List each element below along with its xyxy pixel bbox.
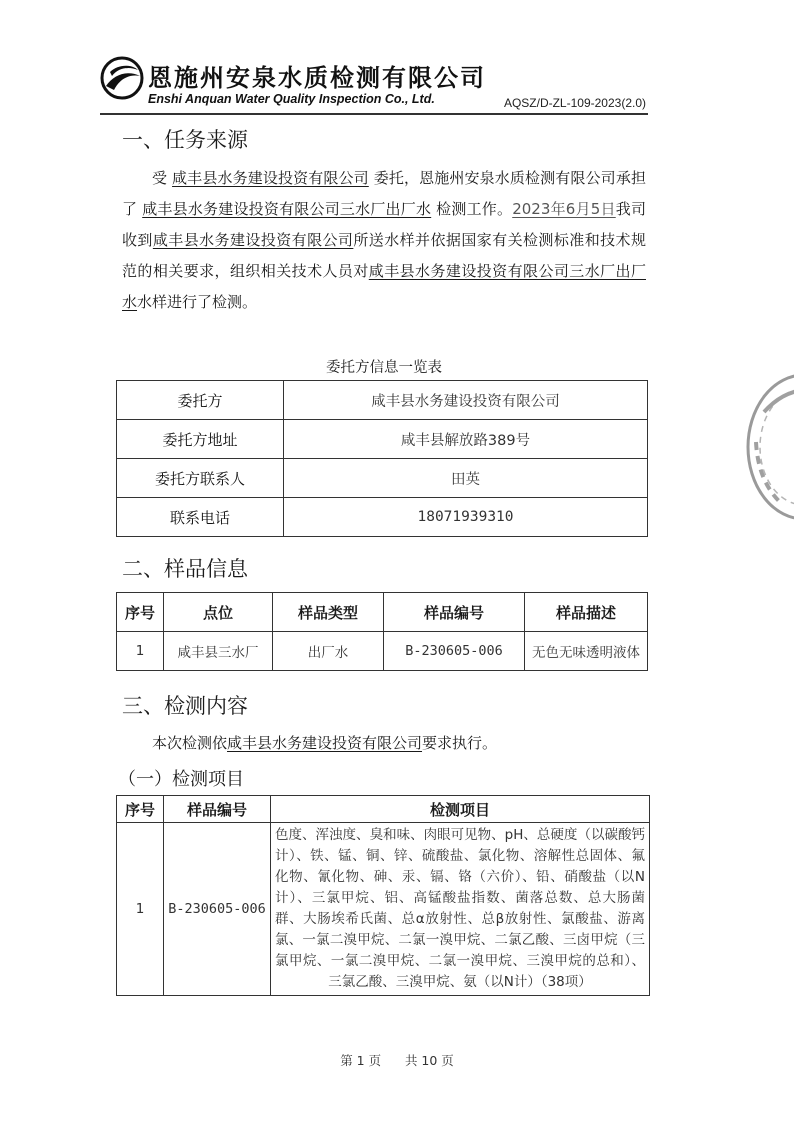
table-row: [117, 420, 648, 459]
header-rule: [100, 113, 648, 115]
company-logo-icon: [100, 56, 144, 100]
text-basis-suffix: 要求执行。: [422, 734, 498, 752]
table-row: [117, 498, 648, 537]
cell-sample-desc: 无色无味透明液体: [525, 632, 648, 671]
receive-date: 2023年6月5日: [512, 200, 616, 218]
section-heading-task-source: 一、任务来源: [122, 128, 248, 152]
seal-stamp-icon: [742, 372, 794, 522]
client-name-ref-2: 咸丰县水务建设投资有限公司: [152, 231, 354, 249]
client-info-table: [116, 380, 648, 537]
col-header-no: 序号: [117, 796, 164, 823]
client-name-ref-3: 咸丰县水务建设投资有限公司: [227, 734, 423, 752]
client-table-caption: 委托方信息一览表: [326, 360, 442, 376]
client-value: 咸丰县水务建设投资有限公司: [284, 381, 648, 420]
page-number: 第 1 页: [340, 1053, 382, 1068]
text-entrust-prefix: 受: [152, 169, 168, 187]
col-header-sample-id: 样品编号: [384, 593, 525, 632]
text-received-mid: 我司收到: [122, 200, 646, 249]
cell-test-items: 色度、浑浊度、臭和味、肉眼可见物、pH、总硬度（以碳酸钙计）、铁、锰、铜、锌、硫酸盐、氯化物、溶解性总固体、氟化物、氰化物、砷、汞、镉、铬（六价）、铅、硝酸盐（以N计）、三氯甲烷、铝、高锰酸盐指数、菌落总数、总大肠菌群、大肠埃希氏菌、总α放射性、总β放射性、氯酸盐、游离氯、一氯二溴甲烷、二氯一溴甲烷、二氯乙酸、三卤甲烷（三氯甲烷、一氯二溴甲烷、二氯一溴甲烷、三溴甲烷的总和）、三氯乙酸、三溴甲烷、氨（以N计）（38项）: [271, 823, 650, 996]
col-header-sample-desc: 样品描述: [525, 593, 648, 632]
client-name-ref: 咸丰县水务建设投资有限公司: [172, 169, 369, 187]
client-phone-value: 18071939310: [284, 498, 648, 537]
col-header-sample-id: 样品编号: [164, 796, 271, 823]
section-heading-sample-info: 二、样品信息: [122, 557, 248, 581]
client-address-value: 咸丰县解放路389号: [284, 420, 648, 459]
cell-no: 1: [117, 823, 164, 996]
page-footer: [0, 1051, 794, 1069]
cell-sample-id: B-230605-006: [164, 823, 271, 996]
col-header-test-items: 检测项目: [271, 796, 650, 823]
client-label: 委托方: [117, 381, 284, 420]
cell-sample-type: 出厂水: [273, 632, 384, 671]
table-row: [117, 632, 648, 671]
client-contact-label: 委托方联系人: [117, 459, 284, 498]
table-row: [117, 459, 648, 498]
cell-no: 1: [117, 632, 164, 671]
client-contact-value: 田英: [284, 459, 648, 498]
table-header-row: [117, 593, 648, 632]
test-items-table: [116, 795, 650, 996]
document-code: AQSZ/D-ZL-109-2023(2.0): [503, 96, 646, 110]
sub-heading-test-items: （一）检测项目: [118, 769, 244, 790]
section-heading-test-content: 三、检测内容: [122, 694, 248, 718]
col-header-location: 点位: [164, 593, 273, 632]
sample-info-table: [116, 592, 648, 671]
project-name-ref: 咸丰县水务建设投资有限公司三水厂出厂水: [142, 200, 432, 218]
text-entrust-suffix: 检测工作。: [436, 200, 513, 218]
cell-location: 咸丰县三水厂: [164, 632, 273, 671]
task-source-paragraph: [122, 163, 646, 318]
client-address-label: 委托方地址: [117, 420, 284, 459]
col-header-sample-type: 样品类型: [273, 593, 384, 632]
table-row: [117, 823, 650, 996]
test-content-paragraph: [122, 728, 646, 759]
project-name-ref-2: 咸丰县水务建设投资有限公司三水厂出厂水: [122, 262, 646, 311]
text-received-after: 所送水样并依据国家有关检测标准和技术规范的相关要求，组织相关技术人员对: [122, 231, 646, 280]
page-total: 共 10 页: [404, 1053, 454, 1068]
table-header-row: [117, 796, 650, 823]
company-name-en: Enshi Anquan Water Quality Inspection Co., Ltd.: [148, 92, 435, 106]
text-basis-prefix: 本次检测依: [152, 734, 228, 752]
client-phone-label: 联系电话: [117, 498, 284, 537]
col-header-no: 序号: [117, 593, 164, 632]
text-paragraph-end: 水样进行了检测。: [137, 293, 258, 311]
company-name-cn: 恩施州安泉水质检测有限公司: [148, 63, 486, 92]
text-entrust-mid: 委托，恩施州安泉水质检测有限公司承担了: [122, 169, 646, 218]
table-row: [117, 381, 648, 420]
cell-sample-id: B-230605-006: [384, 632, 525, 671]
